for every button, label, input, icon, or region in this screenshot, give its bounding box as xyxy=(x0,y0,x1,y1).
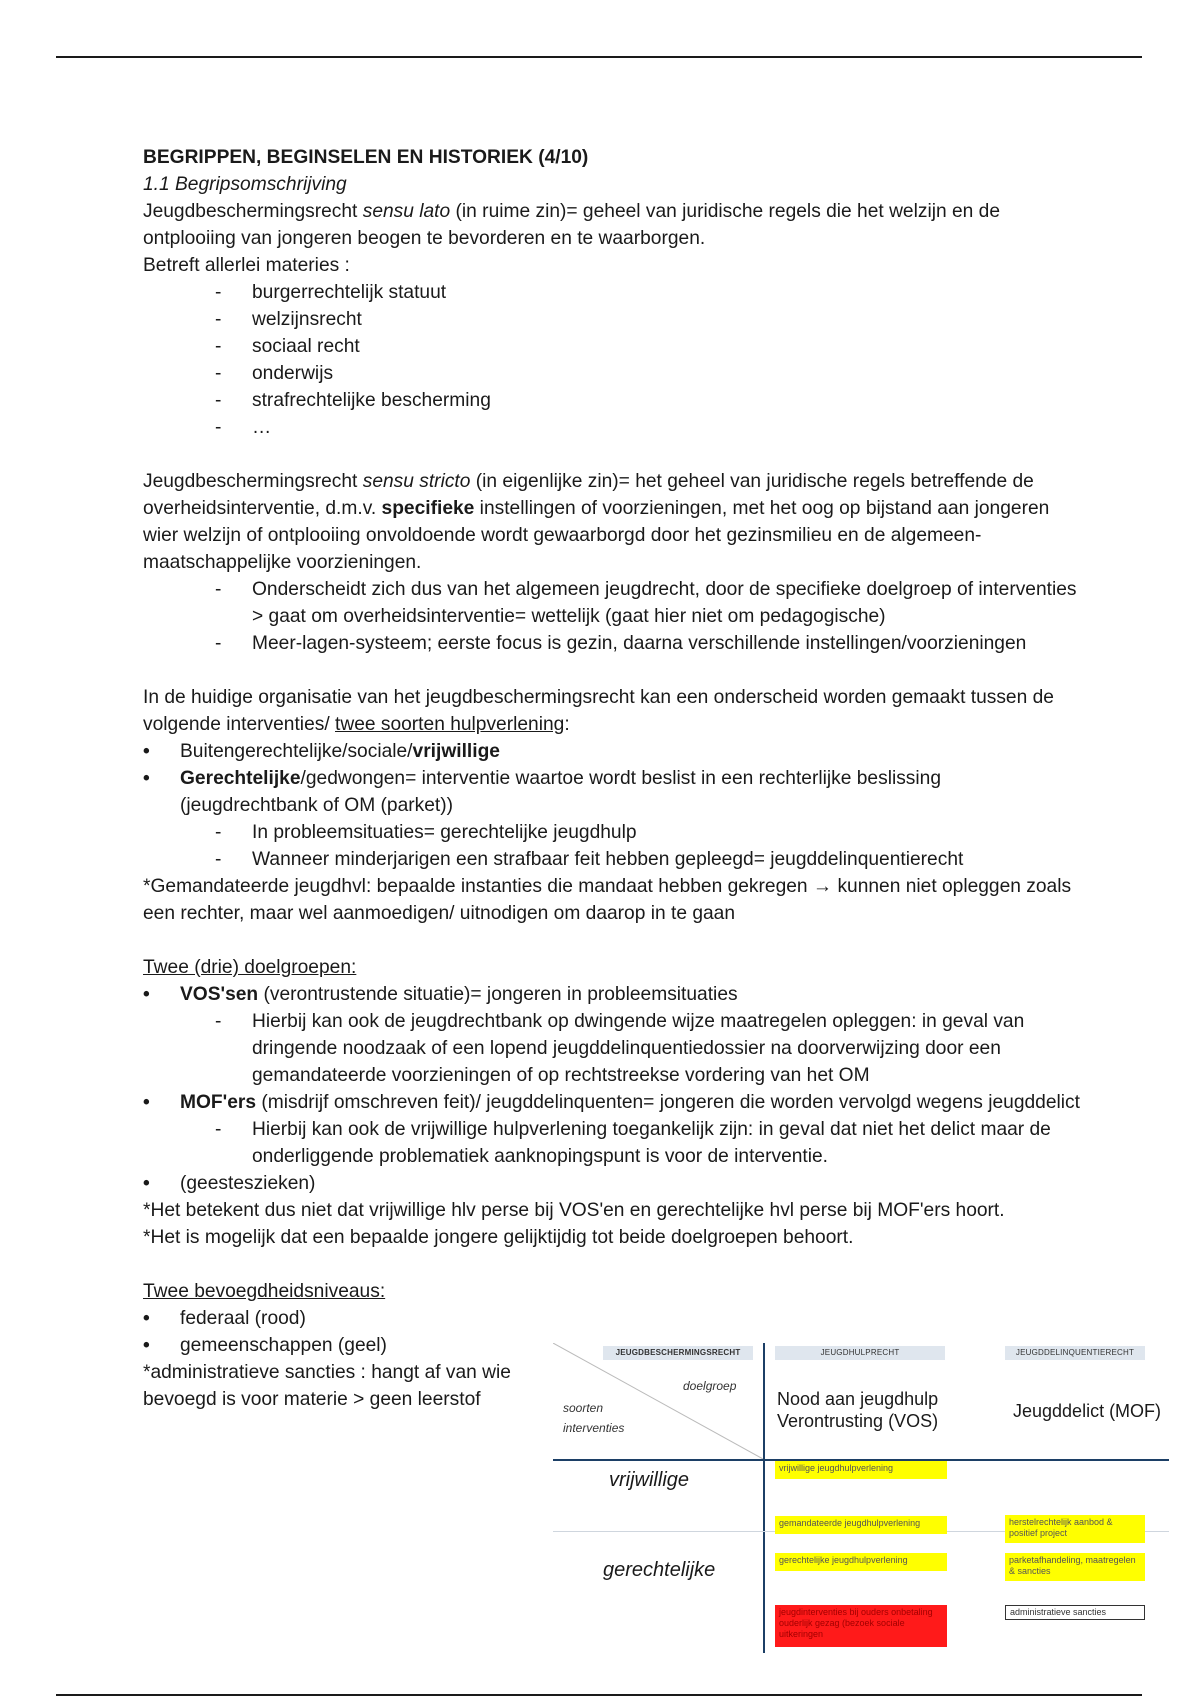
doelgroepen-title: Twee (drie) doelgroepen: xyxy=(143,957,357,978)
row-gerechtelijke: gerechtelijke xyxy=(603,1559,716,1581)
cell-federale-interventies: jeugdinterventies bij ouders onbetaling ouderlijk gezag (bezoek sociale uitkeringen xyxy=(775,1605,947,1647)
list-item: - welzijnsrecht xyxy=(143,306,1083,333)
materies-intro: Betreft allerlei materies : xyxy=(143,255,350,276)
label-interventies: interventies xyxy=(563,1421,625,1435)
bullet-item: • Buitengerechtelijke/sociale/vrijwillige xyxy=(143,738,1083,765)
cell-administratieve-sancties: administratieve sancties xyxy=(1005,1605,1145,1620)
bullet-item: • MOF'ers (misdrijf omschreven feit)/ jeugddelinquenten= jongeren die worden vervolgd wegens jeugddelict xyxy=(143,1089,1083,1116)
definition-stricto: Jeugdbeschermingsrecht sensu stricto (in eigenlijke zin)= het geheel van juridische regels betreffende de overheidsinterventie, d.m.v. specifieke instellingen of voorzieningen, met het oog op bijstand aan jongeren wier welzijn of ontplooiing onvoldoende wordt gewaarborgd door het gezinsmilieu en de algemeen-maatschappelijke voorzieningen. xyxy=(143,471,1050,573)
note: *Het betekent dus niet dat vrijwillige hlv perse bij VOS'en en gerechtelijke hvl perse bij MOF'ers hoort. xyxy=(143,1200,1005,1221)
bullet-item: • VOS'sen (verontrustende situatie)= jongeren in probleemsituaties xyxy=(143,981,1083,1008)
organisatie-paragraph: In de huidige organisatie van het jeugdbeschermingsrecht kan een onderscheid worden gemaakt tussen de volgende interventies/ twee soorten hulpverlening: xyxy=(143,687,1054,735)
cell-herstelrechtelijk-aanbod: herstelrechtelijk aanbod & positief project xyxy=(1005,1515,1145,1543)
note: *Het is mogelijk dat een bepaalde jongere gelijktijdig tot beide doelgroepen behoort. xyxy=(143,1227,854,1248)
list-item: - Wanneer minderjarigen een strafbaar feit hebben gepleegd= jeugddelinquentierecht xyxy=(143,846,1083,873)
vertical-divider xyxy=(763,1343,765,1653)
list-item: - Meer-lagen-systeem; eerste focus is gezin, daarna verschillende instellingen/voorzieningen xyxy=(143,630,1083,657)
jeugdrecht-table-diagram xyxy=(553,1343,1169,1653)
admin-note: *administratieve sancties : hangt af van wie bevoegd is voor materie > geen leerstof xyxy=(143,1362,511,1410)
column-verontrusting: Verontrusting (VOS) xyxy=(777,1411,939,1431)
header-jeugdbeschermingsrecht: JEUGDBESCHERMINGSRECHT xyxy=(603,1346,753,1360)
bullet-item: • gemeenschappen (geel) xyxy=(143,1332,580,1359)
cell-vrijwillige-jeugdhulp: vrijwillige jeugdhulpverlening xyxy=(775,1461,947,1479)
cell-parketafhandeling: parketafhandeling, maatregelen & sancties xyxy=(1005,1553,1145,1581)
list-item: - Hierbij kan ook de vrijwillige hulpverlening toegankelijk zijn: in geval dat niet het delict maar de onderliggende problematiek aanknopingspunt is voor de interventie. xyxy=(143,1116,1083,1170)
niveaus-title: Twee bevoegdheidsniveaus: xyxy=(143,1281,386,1302)
page-heading: BEGRIPPEN, BEGINSELEN EN HISTORIEK (4/10) xyxy=(143,147,589,168)
cell-gerechtelijke-jeugdhulp: gerechtelijke jeugdhulpverlening xyxy=(775,1553,947,1571)
document-body xyxy=(143,144,1083,1413)
bullet-item: • (geesteszieken) xyxy=(143,1170,1083,1197)
bullet-item: • Gerechtelijke/gedwongen= interventie waartoe wordt beslist in een rechterlijke beslissing (jeugdrechtbank of OM (parket)) xyxy=(143,765,1083,819)
list-item: - Onderscheidt zich dus van het algemeen jeugdrecht, door de specifieke doelgroep of interventies > gaat om overheidsinterventie= wettelijk (gaat hier niet om pedagogische) xyxy=(143,576,1083,630)
top-rule xyxy=(56,56,1142,58)
header-jeugddelinquentierecht: JEUGDDELINQUENTIERECHT xyxy=(1005,1346,1145,1360)
column-jeugddelict: Jeugddelict (MOF) xyxy=(1013,1401,1162,1421)
bullet-item: • federaal (rood) xyxy=(143,1305,580,1332)
list-item: - In probleemsituaties= gerechtelijke jeugdhulp xyxy=(143,819,1083,846)
list-item: - … xyxy=(143,414,1083,441)
list-item: - burgerrechtelijk statuut xyxy=(143,279,1083,306)
row-vrijwillige: vrijwillige xyxy=(609,1469,690,1491)
section-subheading: 1.1 Begripsomschrijving xyxy=(143,174,347,195)
label-soorten: soorten xyxy=(563,1401,604,1415)
column-nood-aan-jeugdhulp: Nood aan jeugdhulp xyxy=(777,1389,939,1409)
cell-gemandateerde-jeugdhulp: gemandateerde jeugdhulpverlening xyxy=(775,1516,947,1534)
list-item: - onderwijs xyxy=(143,360,1083,387)
list-item: - strafrechtelijke bescherming xyxy=(143,387,1083,414)
list-item: - sociaal recht xyxy=(143,333,1083,360)
bottom-rule xyxy=(56,1694,1142,1696)
gemandateerde-note: *Gemandateerde jeugdhvl: bepaalde instanties die mandaat hebben gekregen → kunnen niet opleggen zoals een rechter, maar wel aanmoedigen/ uitnodigen om daarop in te gaan xyxy=(143,876,1072,924)
definition-lato: Jeugdbeschermingsrecht sensu lato (in ruime zin)= geheel van juridische regels die het welzijn en de ontplooiing van jongeren beogen te bevorderen en te waarborgen. xyxy=(143,201,1000,249)
list-item: - Hierbij kan ook de jeugdrechtbank op dwingende wijze maatregelen opleggen: in geval van dringende noodzaak of een lopend jeugddelinquentiedossier na doorverwijzing door een gemandateerde voorzieningen of op rechtstreekse vordering van het OM xyxy=(143,1008,1083,1089)
label-doelgroep: doelgroep xyxy=(683,1379,737,1393)
header-jeugdhulprecht: JEUGDHULPRECHT xyxy=(775,1346,945,1360)
